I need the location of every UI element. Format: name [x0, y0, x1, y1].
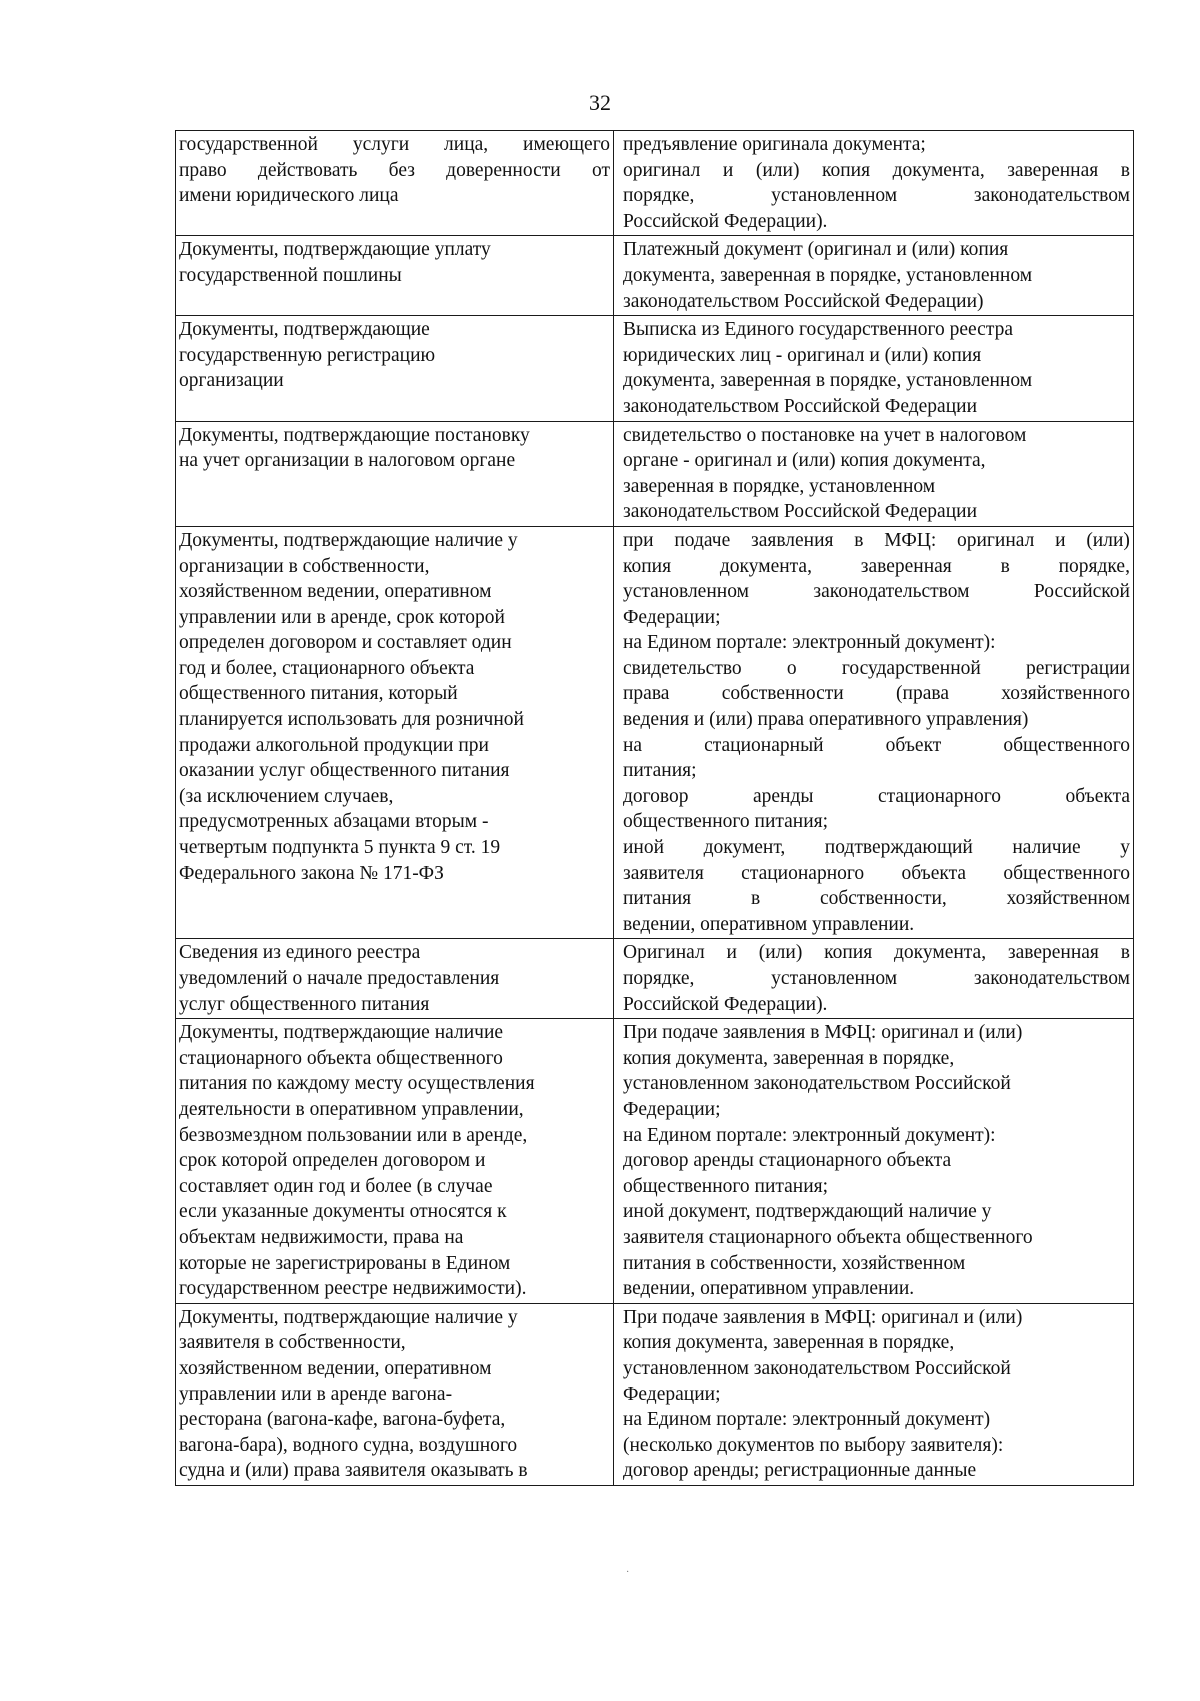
document-name-cell [176, 526, 614, 939]
cell-text-line: стационарного объекта общественного [179, 1047, 503, 1069]
cell-text-line: ведении, оперативном управлении. [623, 913, 915, 935]
cell-text-line: установленном законодательством Российской [623, 581, 1130, 603]
cell-text-line: судна и (или) права заявителя оказывать в [179, 1460, 528, 1482]
cell-text-line: организации в собственности, [179, 555, 430, 577]
cell-text-line: Сведения из единого реестра [179, 942, 421, 964]
cell-text-line: органе - оригинал и (или) копия документа, [623, 450, 986, 472]
table-row [176, 236, 1134, 316]
cell-text-line: законодательством Российской Федерации) [623, 290, 984, 312]
table-row [176, 316, 1134, 421]
page-number: 32 [589, 90, 611, 115]
table-row [176, 1019, 1134, 1304]
cell-text-line: Федерации; [623, 1098, 721, 1120]
cell-text-line: государственном реестре недвижимости). [179, 1278, 527, 1300]
cell-text-line: Платежный документ (оригинал и (или) копия [623, 239, 1009, 261]
cell-text-line: при подаче заявления в МФЦ: оригинал и (или) [623, 529, 1130, 551]
cell-text-line: определен договором и составляет один [179, 632, 512, 654]
cell-text-line: Федерального закона № 171-ФЗ [179, 862, 444, 884]
cell-text-line: договор аренды стационарного объекта [623, 785, 1130, 807]
table-row [176, 526, 1134, 939]
cell-text-line: Документы, подтверждающие уплату [179, 239, 491, 261]
cell-text-line: управлении или в аренде вагона- [179, 1383, 453, 1405]
cell-text-line: общественного питания, который [179, 683, 458, 705]
cell-text-line: Российской Федерации). [623, 210, 828, 232]
cell-text-line: порядке, установленном законодательством [623, 968, 1130, 989]
cell-text-line: ведения и (или) права оперативного управления) [623, 709, 1029, 731]
cell-text-line: на Едином портале: электронный документ) [623, 1409, 991, 1431]
cell-text-line: копия документа, заверенная в порядке, [623, 555, 1130, 577]
cell-text-line: свидетельство о государственной регистрации [623, 657, 1130, 679]
cell-text-line: услуг общественного питания [179, 993, 430, 1015]
cell-text-line: порядке, установленном законодательством [623, 185, 1130, 207]
cell-text-line: хозяйственном ведении, оперативном [179, 581, 492, 603]
cell-text-line: ведении, оперативном управлении. [623, 1278, 915, 1300]
cell-text-line: законодательством Российской Федерации [623, 395, 977, 417]
documents-table-body [176, 131, 1134, 1486]
cell-text-line: документа, заверенная в порядке, установленном [623, 370, 1033, 392]
cell-text-line: Документы, подтверждающие постановку [179, 424, 530, 446]
submission-method-cell [614, 236, 1134, 316]
cell-text-line: заявителя в собственности, [179, 1332, 406, 1354]
document-name-cell [176, 316, 614, 421]
cell-text-line: общественного питания; [623, 1175, 829, 1197]
cell-text-line: деятельности в оперативном управлении, [179, 1098, 524, 1120]
cell-text-line: государственной услуги лица, имеющего [179, 134, 610, 155]
cell-text-line: составляет один год и более (в случае [179, 1175, 493, 1197]
cell-text-line: заявителя стационарного объекта общественного [623, 1226, 1033, 1248]
cell-text-line: Оригинал и (или) копия документа, заверенная в [623, 942, 1130, 964]
cell-text-line: Документы, подтверждающие наличие [179, 1022, 504, 1044]
cell-text-line: права собственности (права хозяйственного [623, 683, 1130, 705]
cell-text-line: государственной пошлины [179, 264, 402, 286]
cell-text-line: Документы, подтверждающие наличие у [179, 529, 518, 551]
submission-method-cell [614, 421, 1134, 526]
submission-method-cell [614, 939, 1134, 1019]
cell-text-line: Документы, подтверждающие [179, 319, 430, 341]
cell-text-line: Федерации; [623, 606, 721, 628]
table-row [176, 939, 1134, 1019]
cell-text-line: оригинал и (или) копия документа, заверенная в [623, 159, 1130, 181]
cell-text-line: При подаче заявления в МФЦ: оригинал и (или) [623, 1022, 1023, 1044]
cell-text-line: заверенная в порядке, установленном [623, 475, 936, 497]
cell-text-line: оказании услуг общественного питания [179, 760, 510, 782]
cell-text-line: копия документа, заверенная в порядке, [623, 1047, 955, 1069]
cell-text-line: предъявление оригинала документа; [623, 134, 926, 155]
cell-text-line: питания по каждому месту осуществления [179, 1073, 535, 1095]
cell-text-line: установленном законодательством Российской [623, 1357, 1011, 1379]
cell-text-line: (несколько документов по выбору заявителя): [623, 1434, 1004, 1456]
cell-text-line: если указанные документы относятся к [179, 1201, 507, 1223]
cell-text-line: заявителя стационарного объекта общественного [623, 862, 1130, 884]
cell-text-line: иной документ, подтверждающий наличие у [623, 837, 1130, 859]
submission-method-cell [614, 131, 1134, 236]
submission-method-cell [614, 526, 1134, 939]
cell-text-line: юридических лиц - оригинал и (или) копия [623, 344, 982, 366]
cell-text-line: которые не зарегистрированы в Едином [179, 1252, 511, 1274]
cell-text-line: хозяйственном ведении, оперативном [179, 1357, 492, 1379]
table-row [176, 131, 1134, 236]
cell-text-line: копия документа, заверенная в порядке, [623, 1332, 955, 1354]
document-name-cell [176, 131, 614, 236]
cell-text-line: предусмотренных абзацами вторым - [179, 811, 489, 833]
scan-artifact-mark: · [626, 1567, 630, 1578]
cell-text-line: Федерации; [623, 1383, 721, 1405]
cell-text-line: на учет организации в налоговом органе [179, 450, 516, 472]
cell-text-line: на Едином портале: электронный документ): [623, 632, 996, 654]
document-name-cell [176, 236, 614, 316]
cell-text-line: безвозмездном пользовании или в аренде, [179, 1124, 528, 1146]
document-name-cell [176, 421, 614, 526]
cell-text-line: питания в собственности, хозяйственном [623, 888, 1130, 910]
cell-text-line: организации [179, 370, 284, 392]
table-row [176, 421, 1134, 526]
cell-text-line: уведомлений о начале предоставления [179, 968, 500, 989]
cell-text-line: Выписка из Единого государственного реестра [623, 319, 1013, 341]
cell-text-line: При подаче заявления в МФЦ: оригинал и (или) [623, 1306, 1023, 1328]
document-name-cell [176, 1303, 614, 1485]
submission-method-cell [614, 1019, 1134, 1304]
cell-text-line: государственную регистрацию [179, 344, 436, 366]
cell-text-line: договор аренды стационарного объекта [623, 1150, 952, 1172]
cell-text-line: на стационарный объект общественного [623, 734, 1130, 756]
documents-table [175, 130, 1134, 1486]
cell-text-line: общественного питания; [623, 811, 829, 833]
cell-text-line: на Едином портале: электронный документ): [623, 1124, 996, 1146]
cell-text-line: ресторана (вагона-кафе, вагона-буфета, [179, 1409, 506, 1431]
cell-text-line: установленном законодательством Российской [623, 1073, 1011, 1095]
cell-text-line: управлении или в аренде, срок которой [179, 606, 505, 628]
cell-text-line: питания в собственности, хозяйственном [623, 1252, 966, 1274]
cell-text-line: договор аренды; регистрационные данные [623, 1460, 977, 1482]
document-name-cell [176, 1019, 614, 1304]
submission-method-cell [614, 1303, 1134, 1485]
table-row [176, 1303, 1134, 1485]
cell-text-line: объектам недвижимости, права на [179, 1226, 464, 1248]
cell-text-line: законодательством Российской Федерации [623, 501, 977, 523]
cell-text-line: четвертым подпункта 5 пункта 9 ст. 19 [179, 837, 501, 859]
cell-text-line: (за исключением случаев, [179, 785, 394, 807]
cell-text-line: год и более, стационарного объекта [179, 657, 475, 679]
cell-text-line: свидетельство о постановке на учет в налоговом [623, 424, 1027, 446]
cell-text-line: питания; [623, 760, 697, 782]
cell-text-line: Документы, подтверждающие наличие у [179, 1306, 518, 1328]
cell-text-line: срок которой определен договором и [179, 1150, 486, 1172]
cell-text-line: право действовать без доверенности от [179, 159, 610, 181]
cell-text-line: вагона-бара), водного судна, воздушного [179, 1434, 518, 1456]
cell-text-line: продажи алкогольной продукции при [179, 734, 489, 756]
document-name-cell [176, 939, 614, 1019]
cell-text-line: документа, заверенная в порядке, установленном [623, 264, 1033, 286]
cell-text-line: иной документ, подтверждающий наличие у [623, 1201, 992, 1223]
cell-text-line: планируется использовать для розничной [179, 709, 524, 731]
cell-text-line: Российской Федерации). [623, 993, 828, 1015]
submission-method-cell [614, 316, 1134, 421]
cell-text-line: имени юридического лица [179, 185, 399, 207]
